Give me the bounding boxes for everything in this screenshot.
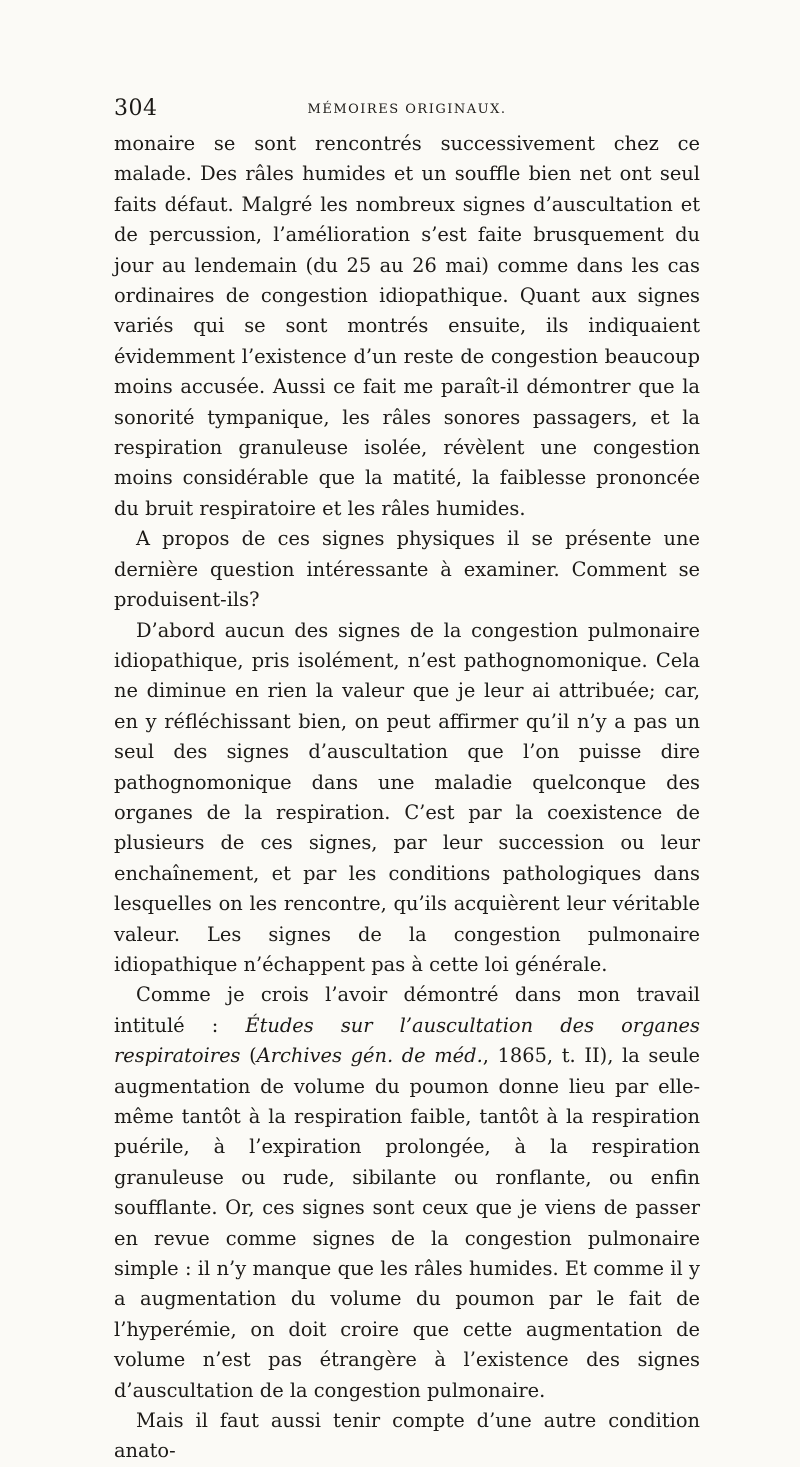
paragraph-citation [114, 980, 700, 1406]
paragraph: D’abord aucun des signes de la congestion pulmonaire idiopathique, pris isolément, n’est pathognomonique. Cela ne diminue en rien la valeur que je leur ai attribuée; car, en y réfléchissant bien, on peut affirmer qu’il n’y a pas un seul des signes d’auscultation que l’on puisse dire pathognomonique dans une maladie quelconque des organes de la respiration. C’est par la coexistence de plusieurs de ces signes, par leur succession ou leur enchaînement, et par les conditions pathologiques dans lesquelles on les rencontre, qu’ils acquièrent leur véritable valeur. Les signes de la congestion pulmonaire idiopathique n’échappent pas à cette loi générale. [114, 618, 700, 976]
cited-journal: Archives gén. de méd. [256, 1044, 483, 1068]
paragraph-text: ( [240, 1044, 257, 1068]
running-head: MÉMOIRES ORIGINAUX. [307, 102, 507, 117]
paragraph: A propos de ces signes physiques il se présente une dernière question intéressante à examiner. Comment se produisent-ils? [114, 527, 700, 612]
cited-work-title: Études sur l’auscultation des organes respiratoires [114, 1013, 700, 1068]
paragraph-text: , 1865, t. II), la seule augmentation de volume du poumon donne lieu par elle-même tantôt à la respiration faible, tantôt à la respiration puérile, à l’expiration prolongée, à la respiration granuleuse ou rude, sibilante ou ronflante, ou enfin soufflante. Or, ces signes sont ceux que je viens de passer en revue comme signes de la congestion pulmonaire simple : il n’y manque que les râles humides. Et comme il y a augmentation du volume du poumon par le fait de l’hyperémie, on doit croire que cette augmentation de volume n’est pas étrangère à l’existence des signes d’auscultation de la congestion pulmonaire. [114, 1044, 701, 1402]
page-number: 304 [114, 96, 158, 121]
paragraph-continuation: monaire se sont rencontrés successivement chez ce malade. Des râles humides et un souffle bien net ont seul faits défaut. Malgré les nombreux signes d’auscultation et de percussion, l’amélioration s’est faite brusquement du jour au lendemain (du 25 au 26 mai) comme dans les cas ordinaires de congestion idiopathique. Quant aux signes variés qui se sont montrés ensuite, ils indiquaient évidemment l’existence d’un reste de congestion beaucoup moins accusée. Aussi ce fait me paraît-il démontrer que la sonorité tympanique, les râles sonores passagers, et la respiration granuleuse isolée, révèlent une congestion moins considérable que la matité, la faiblesse prononcée du bruit respiratoire et les râles humides. [114, 132, 700, 520]
paragraph-text: Comme je crois l’avoir démontré dans mon travail intitulé : [114, 983, 700, 1037]
page-header [114, 96, 700, 126]
body-text [114, 129, 700, 1467]
paragraph: Mais il faut aussi tenir compte d’une autre condition anato- [114, 1409, 700, 1463]
